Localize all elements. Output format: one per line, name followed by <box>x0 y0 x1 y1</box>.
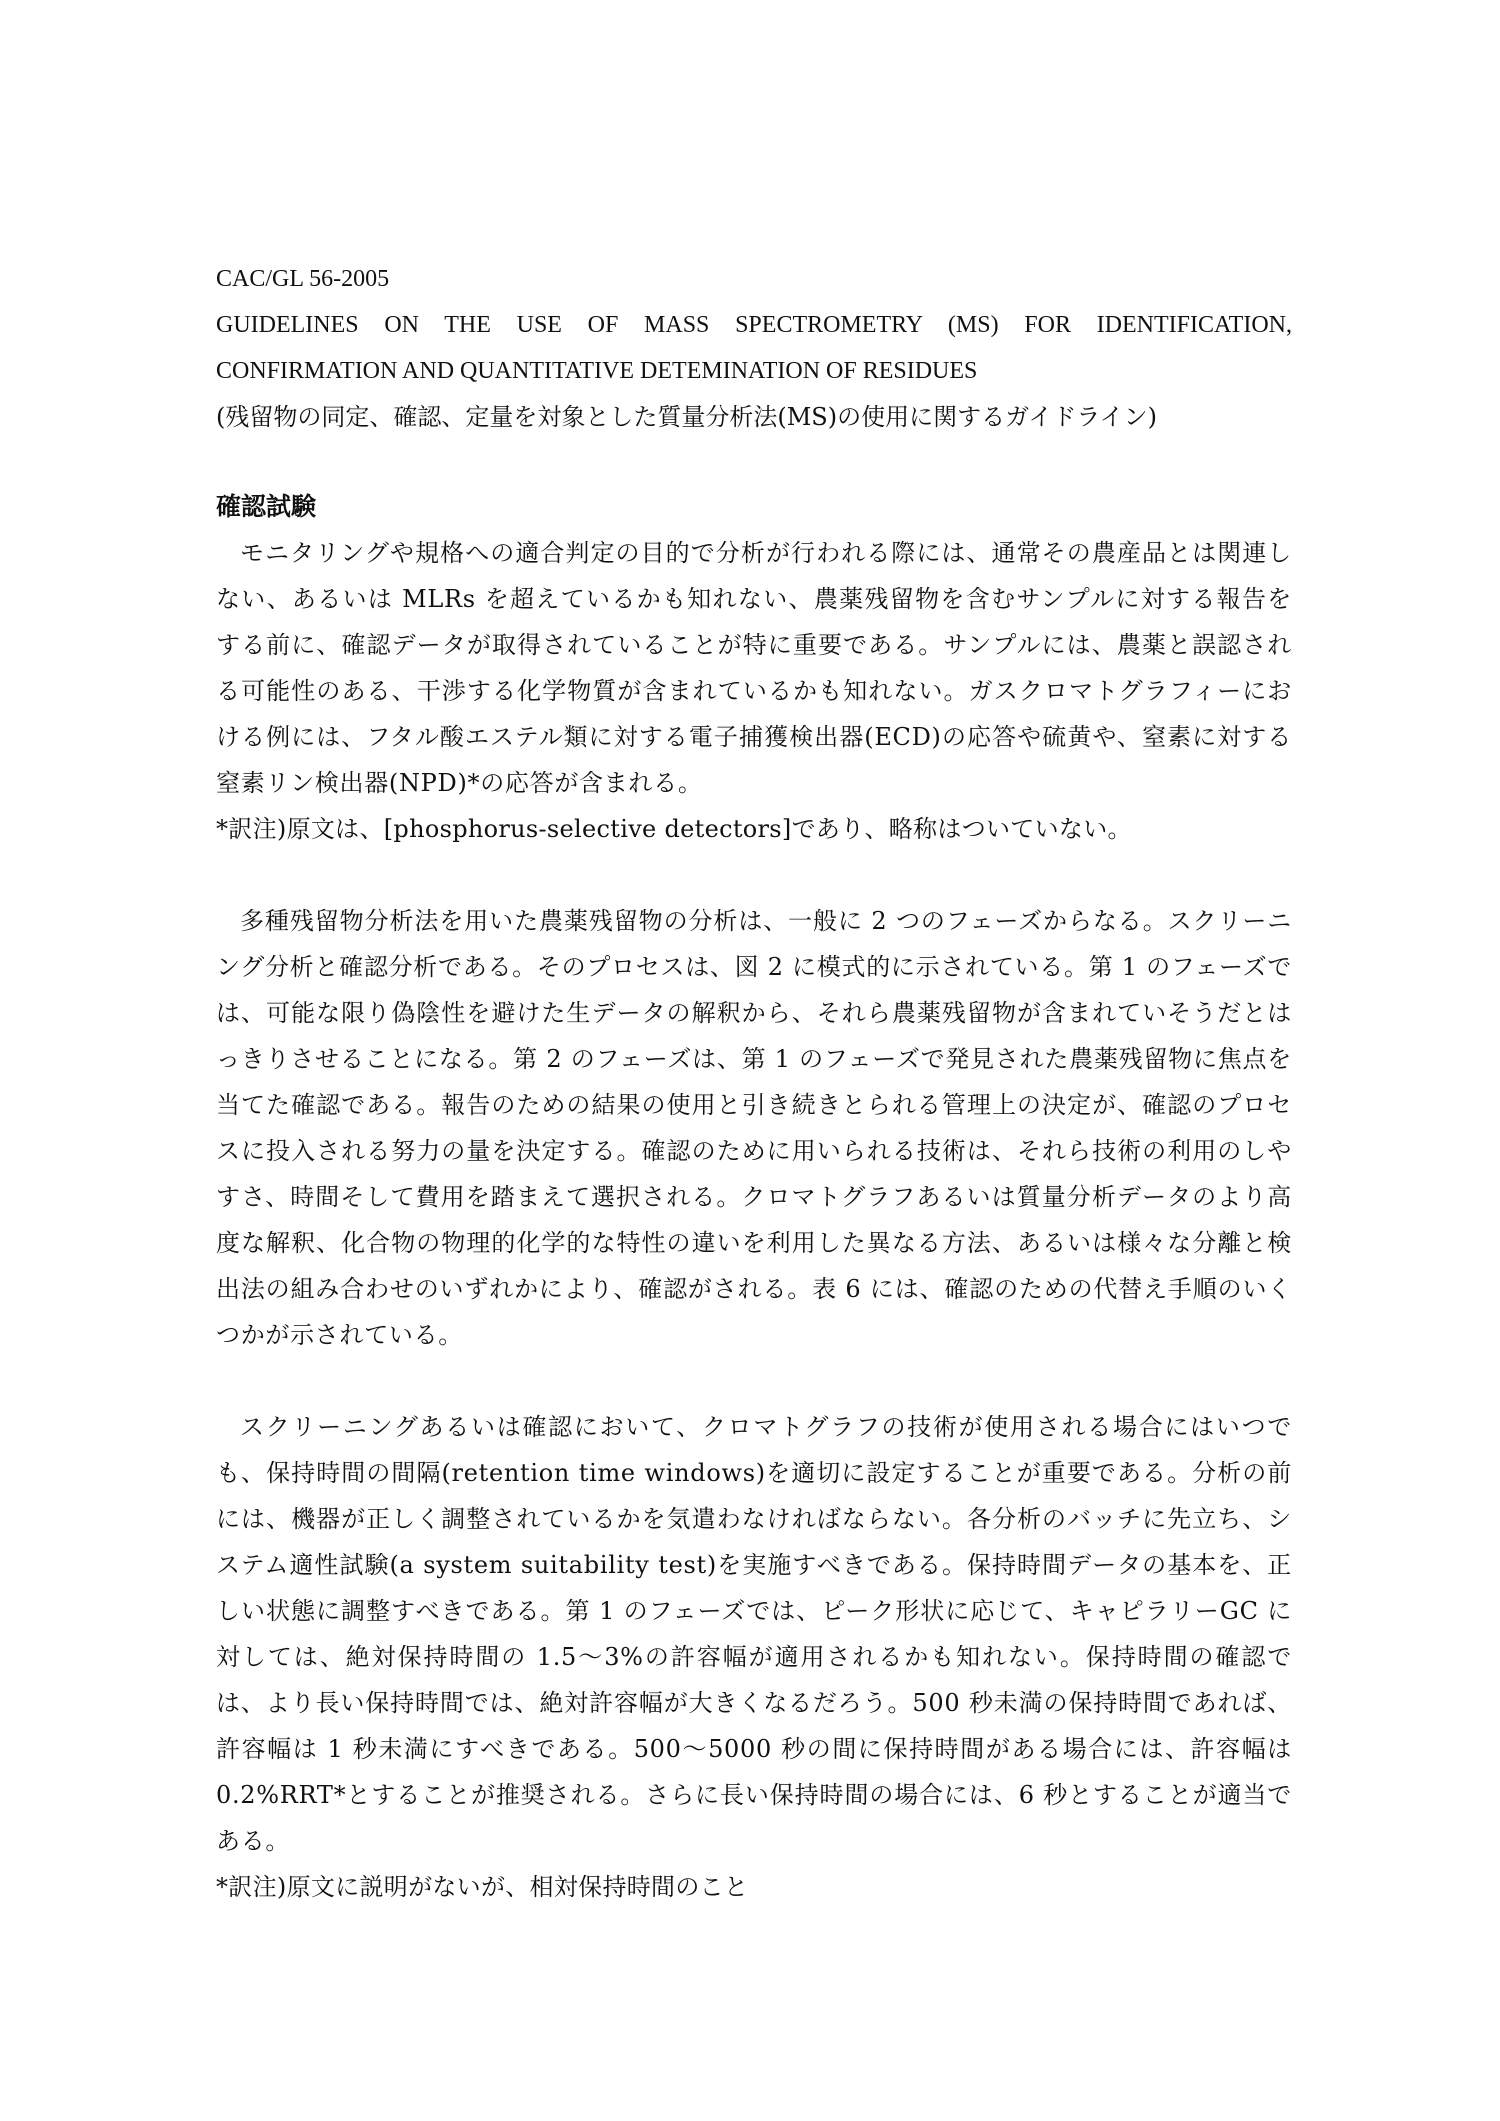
paragraph-retention-time-windows: スクリーニングあるいは確認において、クロマトグラフの技術が使用される場合にはいつでも、保持時間の間隔(retention time windows)を適切に設定することが重要である。分析の前には、機器が正しく調整されているかを気遣わなければならない。各分析のバッチに先立ち、システム適性試験(a system suitability test)を実施すべきである。保持時間データの基本を、正しい状態に調整すべきである。第 1 のフェーズでは、ピーク形状に応じて、キャピラリーGC に対しては、絶対保持時間の 1.5～3%の許容幅が適用されるかも知れない。保持時間の確認では、より長い保持時間では、絶対許容幅が大きくなるだろう。500 秒未満の保持時間であれば、許容幅は 1 秒未満にすべきである。500～5000 秒の間に保持時間がある場合には、許容幅は 0.2%RRT*とすることが推奨される。さらに長い保持時間の場合には、6 秒とすることが適当である。 <box>216 1413 1292 1855</box>
document-title-line-2: CONFIRMATION AND QUANTITATIVE DETEMINATION OF RESIDUES <box>216 358 978 384</box>
paragraph-spacer <box>216 1358 1292 1404</box>
document-code: CAC/GL 56-2005 <box>216 266 390 292</box>
translator-note-2: *訳注)原文に説明がないが、相対保持時間のこと <box>216 1873 749 1901</box>
paragraph-spacer <box>216 852 1292 898</box>
paragraph-two-phase-analysis: 多種残留物分析法を用いた農薬残留物の分析は、一般に 2 つのフェーズからなる。スクリーニング分析と確認分析である。そのプロセスは、図 2 に模式的に示されている。第 1 のフェーズでは、可能な限り偽陰性を避けた生データの解釈から、それら農薬残留物が含まれていそうだとはっきりさせることになる。第 2 のフェーズは、第 1 のフェーズで発見された農薬残留物に焦点を当てた確認である。報告のための結果の使用と引き続きとられる管理上の決定が、確認のプロセスに投入される努力の量を決定する。確認のために用いられる技術は、それら技術の利用のしやすさ、時間そして費用を踏まえて選択される。クロマトグラフあるいは質量分析データのより高度な解釈、化合物の物理的化学的な特性の違いを利用した異なる方法、あるいは様々な分離と検出法の組み合わせのいずれかにより、確認がされる。表 6 には、確認のための代替え手順のいくつかが示されている。 <box>216 907 1292 1349</box>
document-title-line-1: GUIDELINES ON THE USE OF MASS SPECTROMETRY (MS) FOR IDENTIFICATION, <box>216 312 1292 338</box>
translator-note-1: *訳注)原文は、[phosphorus-selective detectors]であり、略称はついていない。 <box>216 815 1132 843</box>
document-body <box>216 256 1292 1910</box>
document-subtitle-japanese: (残留物の同定、確認、定量を対象とした質量分析法(MS)の使用に関するガイドライン) <box>216 403 1158 431</box>
section-heading: 確認試験 <box>216 492 317 521</box>
paragraph-confirmation-importance: モニタリングや規格への適合判定の目的で分析が行われる際には、通常その農産品とは関連しない、あるいは MLRs を超えているかも知れない、農薬残留物を含むサンプルに対する報告をする前に、確認データが取得されていることが特に重要である。サンプルには、農薬と誤認される可能性のある、干渉する化学物質が含まれているかも知れない。ガスクロマトグラフィーにおける例には、フタル酸エステル類に対する電子捕獲検出器(ECD)の応答や硫黄や、窒素に対する窒素リン検出器(NPD)*の応答が含まれる。 <box>216 539 1292 797</box>
